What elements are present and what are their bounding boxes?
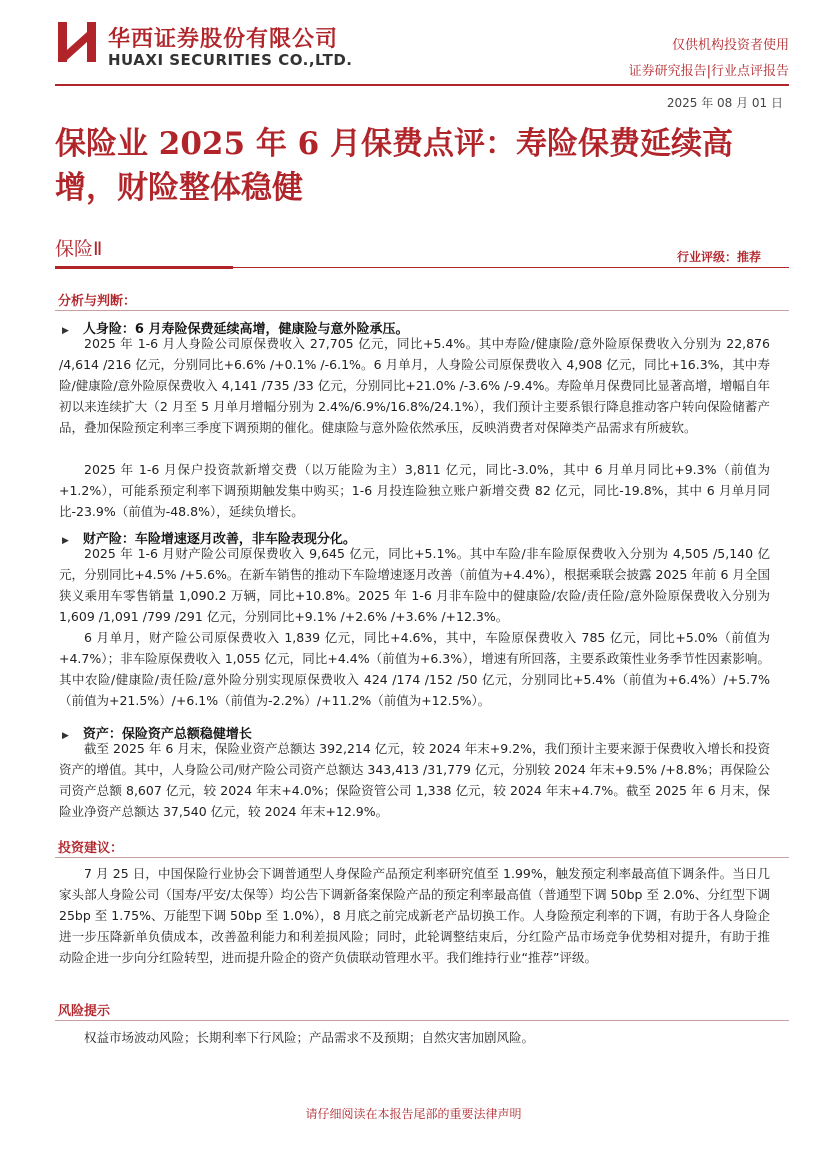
sector-label: 保险Ⅱ (55, 238, 103, 260)
legal-notice-footer: 请仔细阅读在本报告尾部的重要法律声明 (305, 1107, 522, 1121)
analysis-divider (55, 310, 789, 311)
analysis-heading: 分析与判断： (58, 294, 137, 309)
triangle-bullet-icon: ▶ (62, 536, 69, 546)
risk-paragraph: 权益市场波动风险；长期利率下行风险；产品需求不及预期；自然灾害加剧风险。 (84, 1030, 535, 1045)
life-heading-text: 人身险：6 月寿险保费延续高增，健康险与意外险承压。 (82, 322, 409, 337)
audience-label: 仅供机构投资者使用 (671, 38, 789, 53)
triangle-bullet-icon: ▶ (62, 326, 69, 336)
property-heading-text: 财产险：车险增速逐月改善，非车险表现分化。 (82, 532, 356, 547)
advice-divider (55, 857, 789, 858)
sector-divider-thin (233, 267, 789, 268)
risk-divider (55, 1020, 789, 1021)
header-divider (55, 84, 789, 86)
assets-heading-text: 资产：保险资产总额稳健增长 (82, 727, 252, 742)
property-paragraph-2: 6 月单月，财产险公司原保费收入 1,839 亿元，同比+4.6%，其中，车险原保费收入 785 亿元，同比+5.0%（前值为+4.7%）；非车险原保费收入 1,055 亿元，同比+4.4%（前值为+6.3%），增速有所回落，主要系政策性业务季节性因素影响。其中农险/健康险/责任险/意外险分别实现原保费收入 424 /174 /152 /50 亿元，分别同比+5.4%（前值为+6.4%）/+5.7%（前值为+21.5%）/+6.1%（前值为-2.2%）/+11.2%（前值为+12.5%）。 (59, 630, 770, 708)
property-paragraph-1: 2025 年 1-6 月财产险公司原保费收入 9,645 亿元，同比+5.1%。其中车险/非车险原保费收入分别为 4,505 /5,140 亿元，分别同比+4.5% /+5.6%。在新车销售的推动下车险增速逐月改善（前值为+4.4%），根据乘联会披露 2025 年前 6 月全国狭义乘用车零售销量 1,090.2 万辆，同比+10.8%。2025 年 1-6 月非车险中的健康险/农险/责任险/意外险原保费收入分别为 1,609 /1,091 /799 /291 亿元，分别同比+9.1% /+2.6% /+3.6% /+12.3%。 (59, 546, 770, 624)
advice-heading: 投资建议： (58, 841, 124, 856)
triangle-bullet-icon: ▶ (62, 731, 69, 741)
company-name-cn: 华西证券股份有限公司 (108, 27, 339, 52)
report-date: 2025 年 08 月 01 日 (666, 96, 783, 110)
report-type-label: 证券研究报告|行业点评报告 (628, 64, 789, 79)
advice-paragraph: 7 月 25 日，中国保险行业协会下调普通型人身保险产品预定利率研究值至 1.99%，触发预定利率最高值下调条件。当日几家头部人身险公司（国寿/平安/太保等）均公告下调新备案保险产品的预定利率最高值（普通型下调 50bp 至 2.0%、分红型下调 25bp 至 1.75%、万能型下调 50bp 至 1.0%），8 月底之前完成新老产品切换工作。人身险预定利率的下调，有助于各人身险企进一步压降新单负债成本，改善盈利能力和利差损风险；同时，此轮调整结束后，分红险产品市场竞争优势相对提升，有助于推动险企进一步向分红险转型，进而提升险企的资产负债联动管理水平。我们维持行业“推荐”评级。 (59, 866, 770, 965)
company-name-en: HUAXI SECURITIES CO.,LTD. (108, 51, 353, 69)
industry-rating: 行业评级：推荐 (676, 250, 761, 264)
huaxi-logo-icon (55, 20, 99, 64)
risk-heading: 风险提示 (58, 1004, 111, 1019)
sector-divider-thick (55, 266, 233, 269)
report-title: 保险业 2025 年 6 月保费点评：寿险保费延续高增，财险整体稳健 (55, 126, 734, 206)
assets-paragraph: 截至 2025 年 6 月末，保险业资产总额达 392,214 亿元，较 2024 年末+9.2%，我们预计主要来源于保费收入增长和投资资产的增值。其中，人身险公司/财产险公司资产总额达 343,413 /31,779 亿元，分别较 2024 年末+9.5% /+8.8%；再保险公司资产总额 8,607 亿元，较 2024 年末+4.0%；保险资管公司 1,338 亿元，较 2024 年末+4.7%。截至 2025 年 6 月末，保险业净资产总额达 37,540 亿元，较 2024 年末+12.9%。 (59, 741, 770, 819)
life-paragraph-2: 2025 年 1-6 月保户投资款新增交费（以万能险为主）3,811 亿元，同比-3.0%，其中 6 月单月同比+9.3%（前值为+1.2%），可能系预定利率下调预期触发集中购买；1-6 月投连险独立账户新增交费 82 亿元，同比-19.8%，其中 6 月单月同比-23.9%（前值为-48.8%），延续负增长。 (59, 462, 770, 519)
life-paragraph-1: 2025 年 1-6 月人身险公司原保费收入 27,705 亿元，同比+5.4%。其中寿险/健康险/意外险原保费收入分别为 22,876 /4,614 /216 亿元，分别同比+6.6% /+0.1% /-6.1%。6 月单月，人身险公司原保费收入 4,908 亿元，同比+16.3%，其中寿险/健康险/意外险原保费收入 4,141 /735 /33 亿元，分别同比+21.0% /-3.6% /-9.4%。寿险单月保费同比显著高增，增幅自年初以来连续扩大（2 月至 5 月单月增幅分别为 2.4%/6.9%/16.8%/24.1%），我们预计主要系银行降息推动客户转向保险储蓄产品，叠加保险预定利率三季度下调预期的催化。健康险与意外险依然承压，反映消费者对保障类产品需求有所疲软。 (59, 336, 770, 435)
